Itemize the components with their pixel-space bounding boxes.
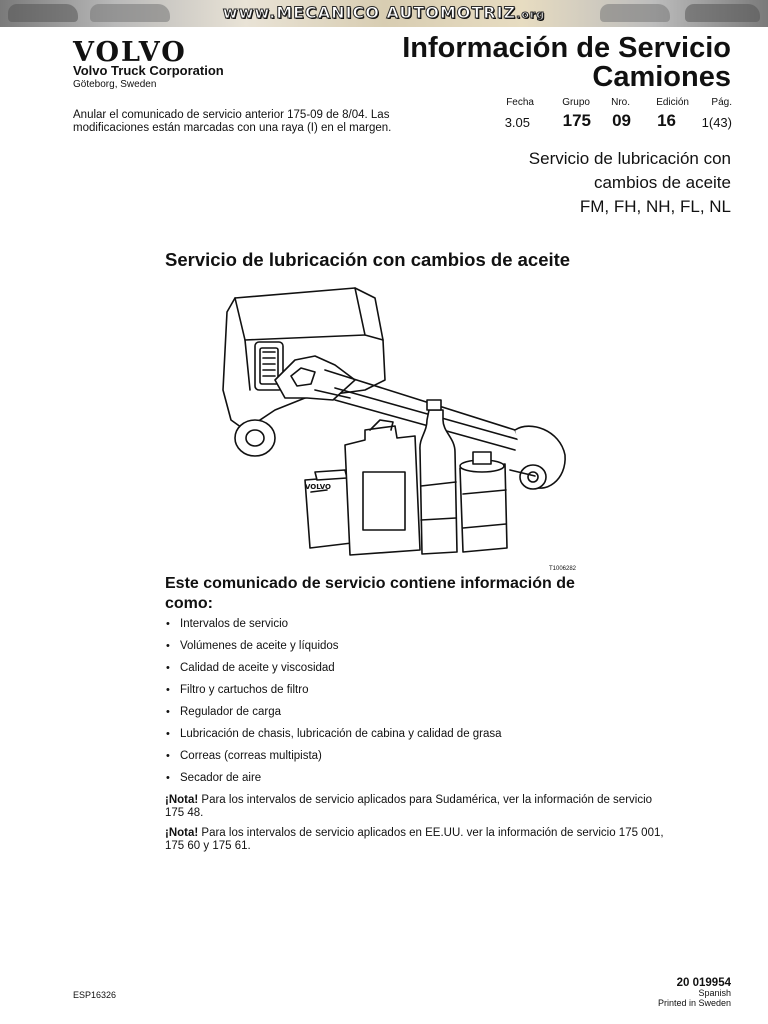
meta-number-label: Nro. [611, 97, 630, 108]
page-title [402, 34, 731, 92]
document-number: 20 019954 [676, 977, 731, 989]
meta-edition-value: 16 [657, 111, 676, 130]
note-south-america [165, 794, 665, 820]
note-usa [165, 827, 665, 853]
company-location: Göteborg, Sweden [73, 79, 157, 90]
subtitle [431, 147, 731, 219]
meta-number-value: 09 [612, 111, 631, 130]
site-url-suffix: .org [516, 8, 546, 21]
meta-edition-label: Edición [656, 97, 689, 108]
topics-list [165, 615, 685, 791]
list-item: • Filtro y cartuchos de filtro [165, 681, 685, 703]
list-item: • Lubricación de chasis, lubricación de cabina y calidad de grasa [165, 725, 685, 747]
list-item: • Secador de aire [165, 769, 685, 791]
list-item: • Calidad de aceite y viscosidad [165, 659, 685, 681]
printed-location: Printed in Sweden [657, 998, 731, 1008]
note-text: Para los intervalos de servicio aplicados en EE.UU. ver la información de servicio 175 001, 175 60 y 175 61. [165, 827, 664, 852]
meta-group-value: 175 [562, 111, 591, 130]
meta-page-label: Pág. [711, 97, 732, 108]
volvo-logo: VOLVO [73, 37, 187, 68]
subtitle-line-1: Servicio de lubricación con [528, 149, 731, 168]
site-url[interactable] [0, 3, 768, 22]
list-item: • Volúmenes de aceite y líquidos [165, 637, 685, 659]
meta-group-label: Grupo [562, 97, 590, 108]
note-prefix: ¡Nota! [165, 827, 199, 839]
document-code: ESP16326 [73, 990, 117, 1000]
note-text: Para los intervalos de servicio aplicados para Sudamérica, ver la información de servicio 175 48. [165, 794, 653, 819]
list-item: • Intervalos de servicio [165, 615, 685, 637]
title-line-1: Información de Servicio [402, 32, 731, 64]
note-prefix: ¡Nota! [165, 794, 199, 806]
footer-info [658, 978, 731, 1008]
title-line-2: Camiones [592, 61, 731, 93]
meta-date-value: 3.05 [504, 115, 530, 130]
list-item: • Correas (correas multipista) [165, 747, 685, 769]
intro-heading: Este comunicado de servicio contiene información de como: [165, 575, 575, 612]
figure-id: T1006282 [549, 566, 577, 572]
truck-lubrication-illustration [215, 280, 580, 570]
list-item: • Regulador de carga [165, 703, 685, 725]
company-name: Volvo Truck Corporation [73, 63, 224, 78]
cancel-note: Anular el comunicado de servicio anterior 175-09 de 8/04. Las modificaciones están marcadas con una raya (I) en el margen. [73, 109, 392, 134]
subtitle-line-2: cambios de aceite [593, 173, 731, 192]
site-banner [0, 0, 768, 27]
section-heading: Servicio de lubricación con cambios de aceite [165, 249, 571, 270]
document-language: Spanish [698, 988, 731, 998]
meta-page-value: 1(43) [701, 115, 732, 130]
site-url-main: www.MECANICO AUTOMOTRIZ [222, 3, 517, 22]
figure-bottle-label: VOLVO [305, 483, 331, 491]
subtitle-line-3: FM, FH, NH, FL, NL [579, 197, 731, 216]
meta-date-label: Fecha [506, 97, 534, 108]
